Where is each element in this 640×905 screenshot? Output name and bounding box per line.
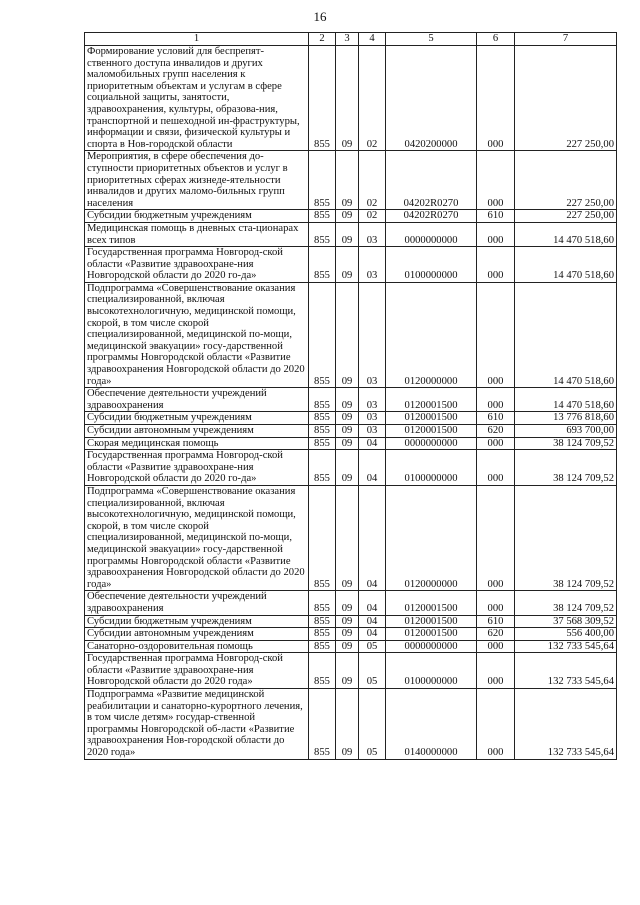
table-row [85, 591, 617, 615]
amount-cell: 13 776 818,60 [515, 412, 617, 425]
target-article-cell: 0120000000 [386, 282, 477, 387]
amount-cell: 38 124 709,52 [515, 591, 617, 615]
subsection-code-cell: 02 [359, 210, 386, 223]
ministry-code-cell: 855 [309, 485, 336, 590]
amount-cell: 693 700,00 [515, 425, 617, 438]
header-cell: 5 [386, 33, 477, 46]
target-article-cell: 0120001500 [386, 628, 477, 641]
row-name-cell: Субсидии автономным учреждениям [85, 628, 309, 641]
subsection-code-cell: 04 [359, 628, 386, 641]
amount-cell: 227 250,00 [515, 151, 617, 210]
expense-type-cell: 000 [477, 282, 515, 387]
target-article-cell: 0420200000 [386, 46, 477, 151]
subsection-code-cell: 03 [359, 282, 386, 387]
budget-table [84, 32, 617, 760]
expense-type-cell: 000 [477, 653, 515, 689]
table-row [85, 485, 617, 590]
section-code-cell: 09 [336, 628, 359, 641]
ministry-code-cell: 855 [309, 450, 336, 486]
table-row [85, 210, 617, 223]
section-code-cell: 09 [336, 485, 359, 590]
table-row [85, 450, 617, 486]
ministry-code-cell: 855 [309, 628, 336, 641]
ministry-code-cell: 855 [309, 689, 336, 760]
expense-type-cell: 610 [477, 615, 515, 628]
subsection-code-cell: 04 [359, 450, 386, 486]
expense-type-cell: 610 [477, 210, 515, 223]
section-code-cell: 09 [336, 282, 359, 387]
amount-cell: 38 124 709,52 [515, 485, 617, 590]
subsection-code-cell: 04 [359, 615, 386, 628]
expense-type-cell: 000 [477, 450, 515, 486]
target-article-cell: 0100000000 [386, 247, 477, 283]
target-article-cell: 0120001500 [386, 591, 477, 615]
table-row [85, 222, 617, 246]
target-article-cell: 0000000000 [386, 222, 477, 246]
amount-cell: 132 733 545,64 [515, 689, 617, 760]
expense-type-cell: 000 [477, 388, 515, 412]
table-row [85, 388, 617, 412]
expense-type-cell: 000 [477, 247, 515, 283]
target-article-cell: 0000000000 [386, 437, 477, 450]
row-name-cell: Субсидии автономным учреждениям [85, 425, 309, 438]
section-code-cell: 09 [336, 653, 359, 689]
ministry-code-cell: 855 [309, 388, 336, 412]
ministry-code-cell: 855 [309, 591, 336, 615]
section-code-cell: 09 [336, 437, 359, 450]
target-article-cell: 0120001500 [386, 615, 477, 628]
row-name-cell: Скорая медицинская помощь [85, 437, 309, 450]
table-header-row [85, 33, 617, 46]
amount-cell: 227 250,00 [515, 210, 617, 223]
amount-cell: 37 568 309,52 [515, 615, 617, 628]
amount-cell: 132 733 545,64 [515, 653, 617, 689]
target-article-cell: 0100000000 [386, 653, 477, 689]
header-cell: 2 [309, 33, 336, 46]
section-code-cell: 09 [336, 46, 359, 151]
expense-type-cell: 000 [477, 485, 515, 590]
ministry-code-cell: 855 [309, 653, 336, 689]
target-article-cell: 0000000000 [386, 640, 477, 653]
subsection-code-cell: 05 [359, 689, 386, 760]
header-cell: 4 [359, 33, 386, 46]
ministry-code-cell: 855 [309, 222, 336, 246]
ministry-code-cell: 855 [309, 425, 336, 438]
row-name-cell: Подпрограмма «Совершенствование оказания специализированной, включая высокотехнологичную, медицинской помощи, скорой, в том числе скорой специализированной, медицинской по-мощи, медицинской эвакуации» госу-дарственной программы Новгородской области «Развитие здравоохранения Новгородской области до 2020 года» [85, 485, 309, 590]
table-row [85, 689, 617, 760]
table-row [85, 46, 617, 151]
subsection-code-cell: 05 [359, 640, 386, 653]
section-code-cell: 09 [336, 210, 359, 223]
ministry-code-cell: 855 [309, 615, 336, 628]
row-name-cell: Государственная программа Новгород-ской области «Развитие здравоохране-ния Новгородской области до 2020 го-да» [85, 247, 309, 283]
section-code-cell: 09 [336, 450, 359, 486]
header-cell: 1 [85, 33, 309, 46]
table-body [85, 46, 617, 760]
table-row [85, 615, 617, 628]
section-code-cell: 09 [336, 247, 359, 283]
section-code-cell: 09 [336, 222, 359, 246]
expense-type-cell: 000 [477, 689, 515, 760]
section-code-cell: 09 [336, 412, 359, 425]
amount-cell: 38 124 709,52 [515, 437, 617, 450]
table-row [85, 412, 617, 425]
expense-type-cell: 620 [477, 628, 515, 641]
subsection-code-cell: 03 [359, 222, 386, 246]
section-code-cell: 09 [336, 151, 359, 210]
amount-cell: 14 470 518,60 [515, 247, 617, 283]
amount-cell: 556 400,00 [515, 628, 617, 641]
section-code-cell: 09 [336, 689, 359, 760]
target-article-cell: 0100000000 [386, 450, 477, 486]
section-code-cell: 09 [336, 591, 359, 615]
subsection-code-cell: 04 [359, 485, 386, 590]
amount-cell: 14 470 518,60 [515, 222, 617, 246]
expense-type-cell: 000 [477, 222, 515, 246]
header-cell: 7 [515, 33, 617, 46]
subsection-code-cell: 02 [359, 46, 386, 151]
row-name-cell: Формирование условий для беспрепят-ственного доступа инвалидов и других маломобильных групп населения к приоритетным объектам и услугам в сфере социальной защиты, занятости, здравоохранения, культуры, образова-ния, транспортной и пешеходной ин-фраструктуры, информации и связи, физической культуры и спорта в Нов-городской области [85, 46, 309, 151]
table-row [85, 437, 617, 450]
amount-cell: 227 250,00 [515, 46, 617, 151]
subsection-code-cell: 03 [359, 425, 386, 438]
header-cell: 6 [477, 33, 515, 46]
header-cell: 3 [336, 33, 359, 46]
row-name-cell: Государственная программа Новгород-ской области «Развитие здравоохране-ния Новгородской области до 2020 года» [85, 653, 309, 689]
row-name-cell: Мероприятия, в сфере обеспечения до-ступности приоритетных объектов и услуг в приоритетных сферах жизнеде-ятельности инвалидов и других маломо-бильных групп населения [85, 151, 309, 210]
ministry-code-cell: 855 [309, 412, 336, 425]
subsection-code-cell: 03 [359, 412, 386, 425]
ministry-code-cell: 855 [309, 640, 336, 653]
row-name-cell: Подпрограмма «Развитие медицинской реабилитации и санаторно-курортного лечения, в том числе детям» государ-ственной программы Новгородской об-ласти «Развитие здравоохранения Нов-городской области до 2020 года» [85, 689, 309, 760]
row-name-cell: Государственная программа Новгород-ской области «Развитие здравоохране-ния Новгородской области до 2020 го-да» [85, 450, 309, 486]
amount-cell: 14 470 518,60 [515, 388, 617, 412]
target-article-cell: 0120001500 [386, 388, 477, 412]
target-article-cell: 04202R0270 [386, 210, 477, 223]
subsection-code-cell: 03 [359, 247, 386, 283]
amount-cell: 132 733 545,64 [515, 640, 617, 653]
row-name-cell: Субсидии бюджетным учреждениям [85, 412, 309, 425]
target-article-cell: 0120000000 [386, 485, 477, 590]
section-code-cell: 09 [336, 615, 359, 628]
ministry-code-cell: 855 [309, 247, 336, 283]
table-row [85, 282, 617, 387]
table-row [85, 653, 617, 689]
row-name-cell: Субсидии бюджетным учреждениям [85, 210, 309, 223]
amount-cell: 14 470 518,60 [515, 282, 617, 387]
subsection-code-cell: 04 [359, 437, 386, 450]
table-row [85, 628, 617, 641]
target-article-cell: 0120001500 [386, 412, 477, 425]
row-name-cell: Обеспечение деятельности учреждений здравоохранения [85, 591, 309, 615]
ministry-code-cell: 855 [309, 151, 336, 210]
target-article-cell: 0120001500 [386, 425, 477, 438]
table-row [85, 425, 617, 438]
expense-type-cell: 000 [477, 437, 515, 450]
row-name-cell: Медицинская помощь в дневных ста-ционарах всех типов [85, 222, 309, 246]
table-row [85, 247, 617, 283]
ministry-code-cell: 855 [309, 210, 336, 223]
row-name-cell: Подпрограмма «Совершенствование оказания специализированной, включая высокотехнологичную, медицинской помощи, скорой, в том числе скорой специализированной, медицинской по-мощи, медицинской эвакуации» госу-дарственной программы Новгородской области «Развитие здравоохранения Новгородской области до 2020 года» [85, 282, 309, 387]
expense-type-cell: 000 [477, 640, 515, 653]
section-code-cell: 09 [336, 640, 359, 653]
target-article-cell: 0140000000 [386, 689, 477, 760]
table-row [85, 151, 617, 210]
expense-type-cell: 610 [477, 412, 515, 425]
ministry-code-cell: 855 [309, 46, 336, 151]
subsection-code-cell: 05 [359, 653, 386, 689]
target-article-cell: 04202R0270 [386, 151, 477, 210]
table-row [85, 640, 617, 653]
section-code-cell: 09 [336, 388, 359, 412]
ministry-code-cell: 855 [309, 437, 336, 450]
expense-type-cell: 000 [477, 151, 515, 210]
ministry-code-cell: 855 [309, 282, 336, 387]
row-name-cell: Субсидии бюджетным учреждениям [85, 615, 309, 628]
expense-type-cell: 000 [477, 591, 515, 615]
row-name-cell: Обеспечение деятельности учреждений здравоохранения [85, 388, 309, 412]
subsection-code-cell: 02 [359, 151, 386, 210]
expense-type-cell: 000 [477, 46, 515, 151]
subsection-code-cell: 04 [359, 591, 386, 615]
amount-cell: 38 124 709,52 [515, 450, 617, 486]
page-number: 16 [313, 9, 327, 24]
subsection-code-cell: 03 [359, 388, 386, 412]
expense-type-cell: 620 [477, 425, 515, 438]
row-name-cell: Санаторно-оздоровительная помощь [85, 640, 309, 653]
section-code-cell: 09 [336, 425, 359, 438]
